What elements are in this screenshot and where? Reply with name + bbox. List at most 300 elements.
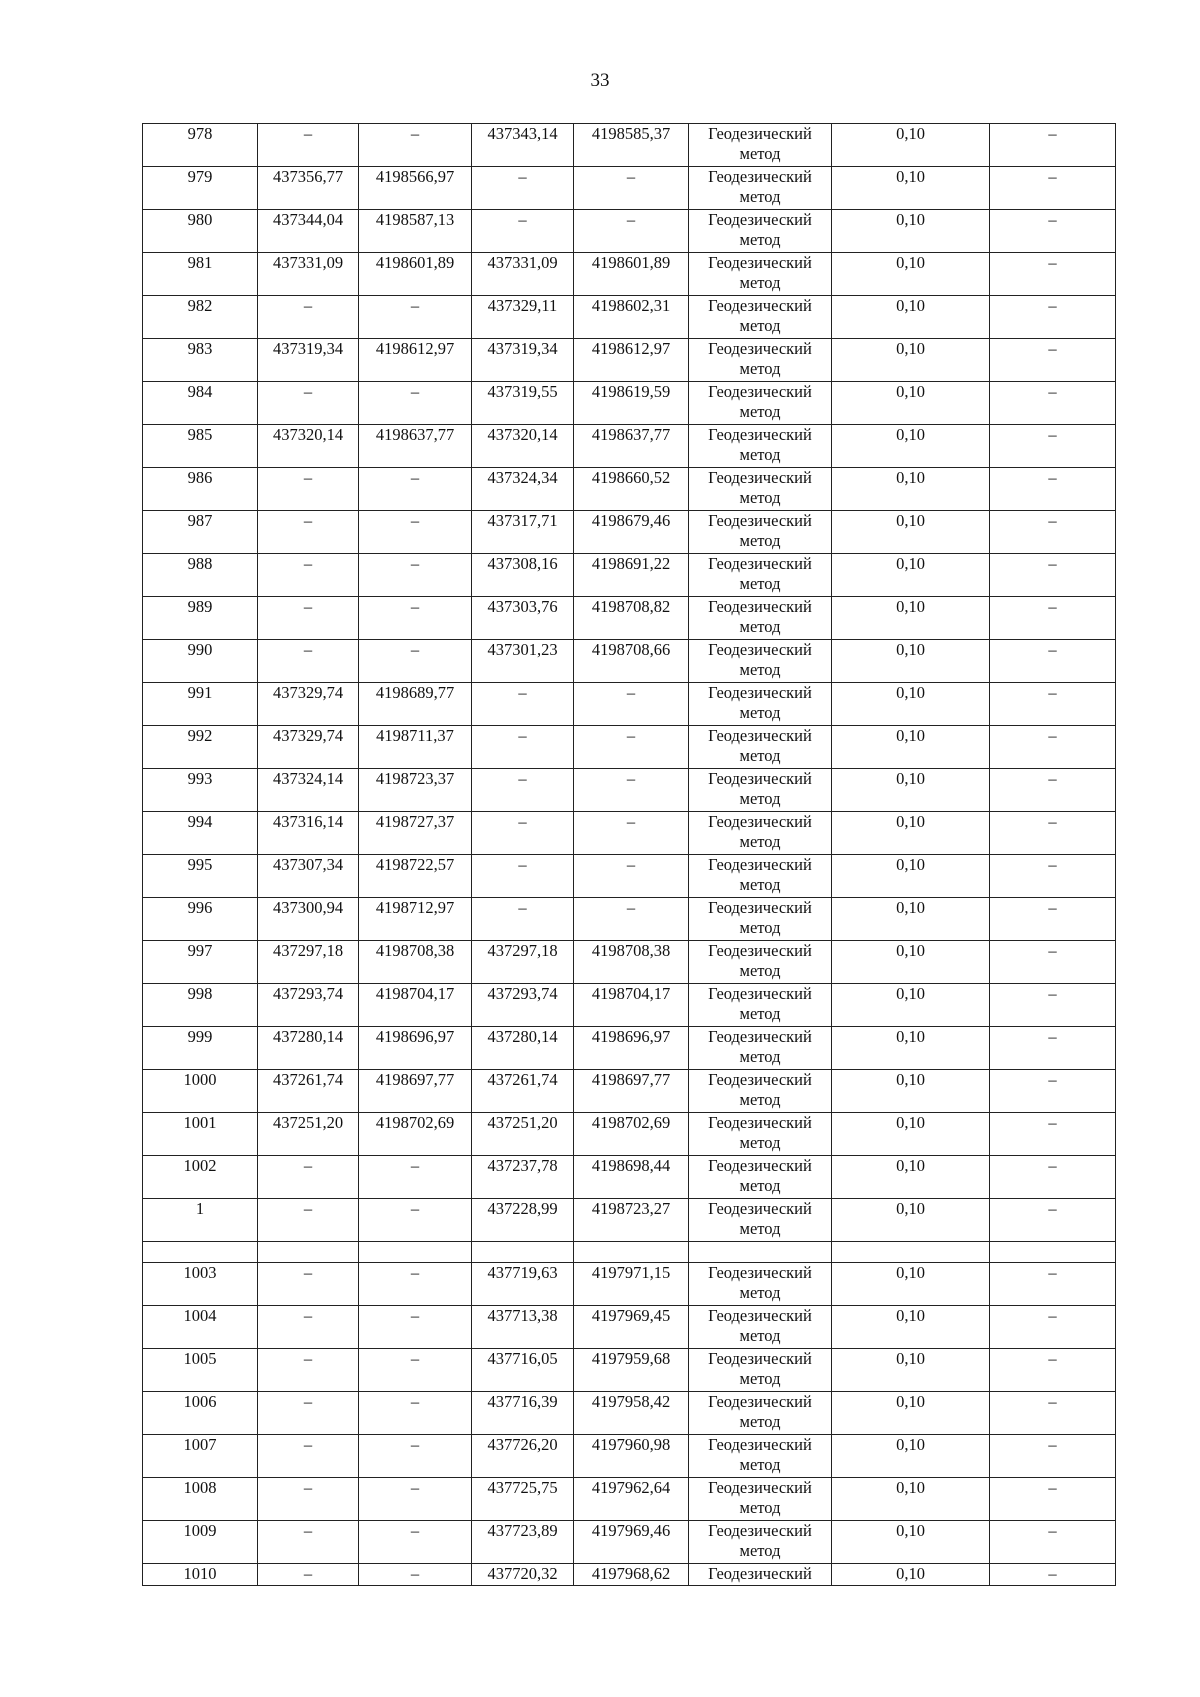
existing-x-cell: –: [258, 1435, 359, 1478]
existing-x-cell: –: [258, 597, 359, 640]
new-y-cell: 4197968,62: [574, 1564, 689, 1586]
method-cell: Геодезический метод: [689, 210, 832, 253]
accuracy-cell: 0,10: [832, 1263, 990, 1306]
existing-x-cell: –: [258, 296, 359, 339]
point-number-cell: [143, 1242, 258, 1263]
existing-y-cell: 4198723,37: [359, 769, 472, 812]
new-y-cell: 4198691,22: [574, 554, 689, 597]
accuracy-cell: 0,10: [832, 382, 990, 425]
existing-y-cell: 4198637,77: [359, 425, 472, 468]
new-x-cell: 437280,14: [472, 1027, 574, 1070]
accuracy-cell: 0,10: [832, 812, 990, 855]
new-y-cell: 4198602,31: [574, 296, 689, 339]
accuracy-cell: 0,10: [832, 210, 990, 253]
existing-x-cell: –: [258, 1478, 359, 1521]
new-y-cell: 4198704,17: [574, 984, 689, 1027]
description-cell: –: [990, 167, 1116, 210]
accuracy-cell: 0,10: [832, 554, 990, 597]
new-y-cell: 4197971,15: [574, 1263, 689, 1306]
table-body: [143, 124, 1116, 1586]
description-cell: –: [990, 898, 1116, 941]
new-x-cell: 437319,34: [472, 339, 574, 382]
existing-y-cell: 4198689,77: [359, 683, 472, 726]
existing-x-cell: –: [258, 382, 359, 425]
existing-x-cell: –: [258, 1199, 359, 1242]
new-y-cell: 4198619,59: [574, 382, 689, 425]
existing-y-cell: 4198727,37: [359, 812, 472, 855]
new-x-cell: 437319,55: [472, 382, 574, 425]
accuracy-cell: 0,10: [832, 425, 990, 468]
point-number-cell: 982: [143, 296, 258, 339]
method-cell: Геодезический метод: [689, 1392, 832, 1435]
description-cell: –: [990, 769, 1116, 812]
existing-x-cell: 437280,14: [258, 1027, 359, 1070]
method-cell: Геодезический метод: [689, 468, 832, 511]
new-x-cell: –: [472, 683, 574, 726]
table-row: [143, 941, 1116, 984]
existing-x-cell: 437261,74: [258, 1070, 359, 1113]
existing-x-cell: 437251,20: [258, 1113, 359, 1156]
new-x-cell: 437293,74: [472, 984, 574, 1027]
existing-x-cell: –: [258, 124, 359, 167]
table-row: [143, 1306, 1116, 1349]
new-x-cell: 437726,20: [472, 1435, 574, 1478]
existing-y-cell: 4198612,97: [359, 339, 472, 382]
accuracy-cell: 0,10: [832, 640, 990, 683]
new-y-cell: 4198696,97: [574, 1027, 689, 1070]
description-cell: [990, 1242, 1116, 1263]
point-number-cell: 1002: [143, 1156, 258, 1199]
new-x-cell: 437719,63: [472, 1263, 574, 1306]
description-cell: –: [990, 1070, 1116, 1113]
existing-x-cell: –: [258, 1263, 359, 1306]
new-x-cell: –: [472, 812, 574, 855]
accuracy-cell: 0,10: [832, 984, 990, 1027]
description-cell: –: [990, 941, 1116, 984]
new-x-cell: 437301,23: [472, 640, 574, 683]
accuracy-cell: 0,10: [832, 941, 990, 984]
existing-y-cell: –: [359, 511, 472, 554]
new-y-cell: 4198697,77: [574, 1070, 689, 1113]
table-row: [143, 812, 1116, 855]
new-y-cell: 4197958,42: [574, 1392, 689, 1435]
existing-y-cell: 4198696,97: [359, 1027, 472, 1070]
method-cell: Геодезический метод: [689, 984, 832, 1027]
new-y-cell: 4198585,37: [574, 124, 689, 167]
new-x-cell: 437720,32: [472, 1564, 574, 1586]
existing-x-cell: –: [258, 1564, 359, 1586]
existing-x-cell: 437344,04: [258, 210, 359, 253]
existing-x-cell: 437300,94: [258, 898, 359, 941]
description-cell: –: [990, 1199, 1116, 1242]
description-cell: –: [990, 124, 1116, 167]
existing-x-cell: 437307,34: [258, 855, 359, 898]
new-x-cell: 437716,39: [472, 1392, 574, 1435]
table-row: [143, 1070, 1116, 1113]
description-cell: –: [990, 1564, 1116, 1586]
new-x-cell: –: [472, 167, 574, 210]
method-cell: [689, 1242, 832, 1263]
point-number-cell: 987: [143, 511, 258, 554]
description-cell: –: [990, 726, 1116, 769]
existing-x-cell: 437329,74: [258, 683, 359, 726]
method-cell: Геодезический метод: [689, 769, 832, 812]
accuracy-cell: 0,10: [832, 1349, 990, 1392]
accuracy-cell: 0,10: [832, 1564, 990, 1586]
accuracy-cell: 0,10: [832, 339, 990, 382]
new-x-cell: 437251,20: [472, 1113, 574, 1156]
point-number-cell: 983: [143, 339, 258, 382]
method-cell: Геодезический метод: [689, 1306, 832, 1349]
accuracy-cell: 0,10: [832, 1435, 990, 1478]
method-cell: Геодезический метод: [689, 1263, 832, 1306]
accuracy-cell: 0,10: [832, 1392, 990, 1435]
point-number-cell: 996: [143, 898, 258, 941]
table-row: [143, 468, 1116, 511]
table-row: [143, 382, 1116, 425]
new-y-cell: –: [574, 812, 689, 855]
description-cell: –: [990, 1027, 1116, 1070]
description-cell: –: [990, 425, 1116, 468]
table-row: [143, 1392, 1116, 1435]
new-y-cell: –: [574, 210, 689, 253]
table-row: [143, 683, 1116, 726]
new-y-cell: 4197960,98: [574, 1435, 689, 1478]
new-x-cell: –: [472, 898, 574, 941]
new-y-cell: 4197962,64: [574, 1478, 689, 1521]
accuracy-cell: 0,10: [832, 855, 990, 898]
method-cell: Геодезический метод: [689, 898, 832, 941]
description-cell: –: [990, 1392, 1116, 1435]
new-x-cell: 437343,14: [472, 124, 574, 167]
new-x-cell: 437297,18: [472, 941, 574, 984]
new-x-cell: 437329,11: [472, 296, 574, 339]
table-row: [143, 597, 1116, 640]
description-cell: –: [990, 1435, 1116, 1478]
table-row: [143, 640, 1116, 683]
point-number-cell: 1: [143, 1199, 258, 1242]
method-cell: Геодезический метод: [689, 253, 832, 296]
point-number-cell: 1008: [143, 1478, 258, 1521]
accuracy-cell: 0,10: [832, 769, 990, 812]
point-number-cell: 993: [143, 769, 258, 812]
new-x-cell: 437713,38: [472, 1306, 574, 1349]
table-row: [143, 511, 1116, 554]
method-cell: Геодезический метод: [689, 1349, 832, 1392]
method-cell: Геодезический метод: [689, 1521, 832, 1564]
existing-y-cell: 4198712,97: [359, 898, 472, 941]
point-number-cell: 1007: [143, 1435, 258, 1478]
point-number-cell: 1000: [143, 1070, 258, 1113]
table-row: [143, 984, 1116, 1027]
point-number-cell: 988: [143, 554, 258, 597]
new-y-cell: 4198708,66: [574, 640, 689, 683]
description-cell: –: [990, 554, 1116, 597]
method-cell: Геодезический метод: [689, 167, 832, 210]
new-y-cell: 4197969,45: [574, 1306, 689, 1349]
new-y-cell: –: [574, 769, 689, 812]
method-cell: Геодезический метод: [689, 855, 832, 898]
description-cell: –: [990, 683, 1116, 726]
accuracy-cell: 0,10: [832, 511, 990, 554]
existing-y-cell: –: [359, 1156, 472, 1199]
new-y-cell: 4198708,38: [574, 941, 689, 984]
method-cell: Геодезический метод: [689, 1199, 832, 1242]
accuracy-cell: 0,10: [832, 124, 990, 167]
description-cell: –: [990, 984, 1116, 1027]
table-row: [143, 167, 1116, 210]
existing-x-cell: 437297,18: [258, 941, 359, 984]
new-x-cell: 437261,74: [472, 1070, 574, 1113]
existing-y-cell: –: [359, 1564, 472, 1586]
accuracy-cell: 0,10: [832, 468, 990, 511]
new-y-cell: –: [574, 683, 689, 726]
description-cell: –: [990, 1263, 1116, 1306]
accuracy-cell: 0,10: [832, 1027, 990, 1070]
description-cell: –: [990, 1306, 1116, 1349]
existing-x-cell: –: [258, 640, 359, 683]
new-x-cell: 437303,76: [472, 597, 574, 640]
existing-y-cell: –: [359, 1306, 472, 1349]
point-number-cell: 1005: [143, 1349, 258, 1392]
existing-x-cell: –: [258, 1306, 359, 1349]
new-x-cell: 437725,75: [472, 1478, 574, 1521]
existing-x-cell: 437320,14: [258, 425, 359, 468]
new-x-cell: –: [472, 769, 574, 812]
point-number-cell: 992: [143, 726, 258, 769]
table-separator-row: [143, 1242, 1116, 1263]
description-cell: –: [990, 1113, 1116, 1156]
method-cell: Геодезический метод: [689, 640, 832, 683]
new-x-cell: 437716,05: [472, 1349, 574, 1392]
accuracy-cell: 0,10: [832, 1306, 990, 1349]
existing-y-cell: –: [359, 1199, 472, 1242]
table-row: [143, 1199, 1116, 1242]
existing-x-cell: –: [258, 1156, 359, 1199]
new-y-cell: [574, 1242, 689, 1263]
description-cell: –: [990, 296, 1116, 339]
description-cell: –: [990, 812, 1116, 855]
method-cell: Геодезический метод: [689, 1435, 832, 1478]
method-cell: Геодезический метод: [689, 296, 832, 339]
table-row: [143, 1435, 1116, 1478]
accuracy-cell: 0,10: [832, 253, 990, 296]
new-x-cell: –: [472, 210, 574, 253]
existing-y-cell: –: [359, 468, 472, 511]
existing-y-cell: 4198722,57: [359, 855, 472, 898]
point-number-cell: 986: [143, 468, 258, 511]
table-row: [143, 425, 1116, 468]
existing-y-cell: –: [359, 1435, 472, 1478]
new-y-cell: 4198637,77: [574, 425, 689, 468]
description-cell: –: [990, 339, 1116, 382]
accuracy-cell: 0,10: [832, 1070, 990, 1113]
existing-y-cell: –: [359, 1349, 472, 1392]
existing-y-cell: –: [359, 1478, 472, 1521]
new-y-cell: 4198601,89: [574, 253, 689, 296]
table-row: [143, 1113, 1116, 1156]
method-cell: Геодезический метод: [689, 941, 832, 984]
description-cell: –: [990, 597, 1116, 640]
new-x-cell: 437320,14: [472, 425, 574, 468]
table-row: [143, 210, 1116, 253]
new-y-cell: 4198698,44: [574, 1156, 689, 1199]
existing-x-cell: 437356,77: [258, 167, 359, 210]
point-number-cell: 978: [143, 124, 258, 167]
table-row: [143, 898, 1116, 941]
existing-y-cell: –: [359, 640, 472, 683]
method-cell: Геодезический метод: [689, 597, 832, 640]
method-cell: Геодезический метод: [689, 1027, 832, 1070]
table-row: [143, 726, 1116, 769]
point-number-cell: 1003: [143, 1263, 258, 1306]
existing-y-cell: 4198711,37: [359, 726, 472, 769]
new-x-cell: [472, 1242, 574, 1263]
new-y-cell: 4198702,69: [574, 1113, 689, 1156]
existing-y-cell: –: [359, 296, 472, 339]
new-y-cell: 4198679,46: [574, 511, 689, 554]
existing-y-cell: –: [359, 1263, 472, 1306]
existing-y-cell: 4198566,97: [359, 167, 472, 210]
new-y-cell: 4198708,82: [574, 597, 689, 640]
existing-y-cell: –: [359, 124, 472, 167]
method-cell: Геодезический: [689, 1564, 832, 1586]
existing-y-cell: –: [359, 1521, 472, 1564]
description-cell: –: [990, 253, 1116, 296]
new-y-cell: –: [574, 855, 689, 898]
existing-x-cell: –: [258, 554, 359, 597]
new-y-cell: 4197969,46: [574, 1521, 689, 1564]
description-cell: –: [990, 640, 1116, 683]
method-cell: Геодезический метод: [689, 339, 832, 382]
new-x-cell: 437228,99: [472, 1199, 574, 1242]
existing-y-cell: 4198697,77: [359, 1070, 472, 1113]
existing-y-cell: –: [359, 382, 472, 425]
new-y-cell: 4198612,97: [574, 339, 689, 382]
point-number-cell: 990: [143, 640, 258, 683]
existing-y-cell: [359, 1242, 472, 1263]
existing-x-cell: –: [258, 468, 359, 511]
point-number-cell: 1010: [143, 1564, 258, 1586]
accuracy-cell: 0,10: [832, 726, 990, 769]
point-number-cell: 999: [143, 1027, 258, 1070]
table-row: [143, 1564, 1116, 1586]
table-row: [143, 296, 1116, 339]
point-number-cell: 981: [143, 253, 258, 296]
new-x-cell: 437324,34: [472, 468, 574, 511]
existing-y-cell: –: [359, 554, 472, 597]
point-number-cell: 991: [143, 683, 258, 726]
description-cell: –: [990, 468, 1116, 511]
existing-x-cell: –: [258, 1521, 359, 1564]
new-y-cell: 4198660,52: [574, 468, 689, 511]
table-row: [143, 1027, 1116, 1070]
existing-y-cell: 4198587,13: [359, 210, 472, 253]
existing-y-cell: 4198708,38: [359, 941, 472, 984]
new-x-cell: 437723,89: [472, 1521, 574, 1564]
existing-y-cell: –: [359, 1392, 472, 1435]
existing-x-cell: –: [258, 1392, 359, 1435]
description-cell: –: [990, 511, 1116, 554]
existing-y-cell: 4198601,89: [359, 253, 472, 296]
existing-y-cell: –: [359, 597, 472, 640]
accuracy-cell: 0,10: [832, 1156, 990, 1199]
method-cell: Геодезический метод: [689, 812, 832, 855]
point-number-cell: 1006: [143, 1392, 258, 1435]
description-cell: –: [990, 1521, 1116, 1564]
description-cell: –: [990, 1156, 1116, 1199]
point-number-cell: 998: [143, 984, 258, 1027]
new-y-cell: –: [574, 898, 689, 941]
table-row: [143, 1478, 1116, 1521]
page-number: 33: [590, 70, 610, 91]
accuracy-cell: 0,10: [832, 898, 990, 941]
method-cell: Геодезический метод: [689, 382, 832, 425]
existing-x-cell: 437293,74: [258, 984, 359, 1027]
point-number-cell: 979: [143, 167, 258, 210]
accuracy-cell: 0,10: [832, 1113, 990, 1156]
description-cell: –: [990, 1478, 1116, 1521]
accuracy-cell: 0,10: [832, 1199, 990, 1242]
table-row: [143, 1263, 1116, 1306]
table-row: [143, 124, 1116, 167]
existing-x-cell: 437324,14: [258, 769, 359, 812]
new-x-cell: 437317,71: [472, 511, 574, 554]
accuracy-cell: 0,10: [832, 597, 990, 640]
table-row: [143, 769, 1116, 812]
new-y-cell: 4198723,27: [574, 1199, 689, 1242]
method-cell: Геодезический метод: [689, 1113, 832, 1156]
new-x-cell: –: [472, 726, 574, 769]
existing-x-cell: –: [258, 511, 359, 554]
point-number-cell: 1009: [143, 1521, 258, 1564]
existing-x-cell: 437331,09: [258, 253, 359, 296]
accuracy-cell: 0,10: [832, 296, 990, 339]
new-x-cell: 437308,16: [472, 554, 574, 597]
point-number-cell: 994: [143, 812, 258, 855]
description-cell: –: [990, 382, 1116, 425]
table-row: [143, 855, 1116, 898]
point-number-cell: 995: [143, 855, 258, 898]
accuracy-cell: [832, 1242, 990, 1263]
description-cell: –: [990, 210, 1116, 253]
new-x-cell: 437331,09: [472, 253, 574, 296]
accuracy-cell: 0,10: [832, 1521, 990, 1564]
new-x-cell: –: [472, 855, 574, 898]
point-number-cell: 1001: [143, 1113, 258, 1156]
existing-x-cell: 437329,74: [258, 726, 359, 769]
method-cell: Геодезический метод: [689, 726, 832, 769]
method-cell: Геодезический метод: [689, 1070, 832, 1113]
description-cell: –: [990, 1349, 1116, 1392]
method-cell: Геодезический метод: [689, 124, 832, 167]
existing-x-cell: –: [258, 1349, 359, 1392]
point-number-cell: 1004: [143, 1306, 258, 1349]
method-cell: Геодезический метод: [689, 511, 832, 554]
accuracy-cell: 0,10: [832, 167, 990, 210]
existing-y-cell: 4198704,17: [359, 984, 472, 1027]
new-x-cell: 437237,78: [472, 1156, 574, 1199]
table-row: [143, 554, 1116, 597]
coordinates-table: [142, 123, 1116, 1586]
existing-y-cell: 4198702,69: [359, 1113, 472, 1156]
existing-x-cell: 437319,34: [258, 339, 359, 382]
table-row: [143, 1156, 1116, 1199]
accuracy-cell: 0,10: [832, 1478, 990, 1521]
point-number-cell: 997: [143, 941, 258, 984]
method-cell: Геодезический метод: [689, 1478, 832, 1521]
table-row: [143, 253, 1116, 296]
